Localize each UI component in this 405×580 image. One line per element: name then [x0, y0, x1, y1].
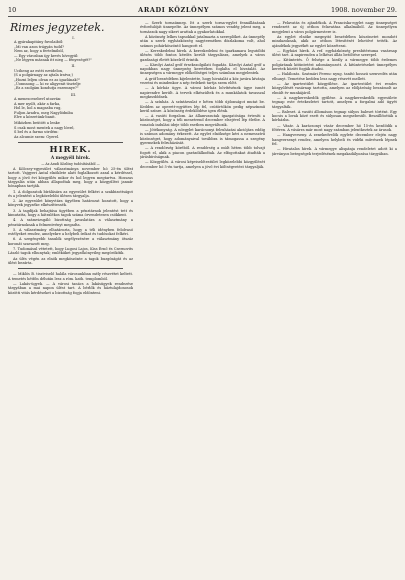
article-paragraph: — Közgyűlés. A városi képviselőtestület legközelebbi közgyűlését december hó 5-én tartja, amelyen a jövő évi költségvetést tárgyalják. [140, 160, 265, 169]
article-paragraph: — Jótékonyság. A nőegylet karácsonyi felruházási akciójára eddig is számos adomány érkezett. Az egylet elnöksége kéri a nemesszívű közönséget, hogy adományaival továbbra is támogassa a szegény gyermekek felruházását. [140, 128, 265, 146]
article-paragraph: — Vásár. A karácsonyi vásár december hó 15-én kezdődik a főtéren. A vásárra már most nagy számban jelentkeztek az árusok. [272, 123, 397, 133]
poem-line: Elve a körzetünk-banit. [14, 114, 56, 119]
poem-line: A menescesebevl utozván: [14, 97, 62, 102]
subhead: A megyéli hirek. [50, 155, 91, 161]
poem-stanza [14, 36, 133, 62]
section-title-hirek: HIREK. [49, 144, 92, 155]
article-paragraph: A gróf beszédében kijelentette, hogy hivatalát a köz javára kívánja vezetni és mindenkor a nép érdekeit tartja szem előtt. [140, 76, 265, 86]
article-paragraph: — Kitüntetés. Ő felsége a király a vármegye több érdemes polgárának kitüntetést adományozott. A kitüntetéseket ünnepélyes keretek között fogják átadni. [272, 58, 397, 72]
article-paragraph: A közönség lelkes tapsokkal jutalmazta a szereplőket. Az ünnepély után a szerb egyházközség nagytermében díszlakoma volt, ahol számos pohárköszöntő hangzott el. [140, 34, 265, 48]
poem-stanza [14, 121, 133, 139]
poem-line: A gyárakapitány fuvolaiból: [14, 40, 64, 45]
article-paragraph: — A nagykereskedők gyűlése. A nagykereskedők egyesülete tegnap este értekezletet tartott, amelyen a forgalmi adó ügyét tárgyalták. [272, 95, 397, 109]
poem-line: S csak most mentek a nagy lóerő, [14, 125, 75, 130]
article-body [8, 167, 133, 265]
poem-line: S bel és a farmo utrdém: [14, 130, 59, 135]
subhead-note: — Az Aradi Közlöny tudósításából — [41, 161, 100, 166]
article-paragraph: 5. A választmány elhatározta, hogy a téli idényben felolvasó estélyeket rendez, amelyekre a helybeli írókat és tudósokat felkéri. [8, 227, 133, 237]
article-paragraph: 2. Az egyesület könyvtára ügyében határozat hozatott, hogy a könyvek jegyzéke elkészíttessék. [8, 199, 133, 208]
poem-line: — Egy városban így kevés hívegyül: [14, 53, 79, 58]
article-paragraph: — A színház. A színtársulat e héten több újdonságot mutat be. Kedden az operett-együttes lép fel, csütörtökön pedig népszínmű kerül színre. A közönség érdeklődése igen élénk. [140, 100, 265, 113]
article-paragraph: 1. A dolgozatok bírálására az egyesület felkéri a szakbizottságot és a jelentést a legközelebbi ülésen tárgyalja. [8, 189, 133, 198]
poem-line: Hol le, hol a magasba rug, [14, 106, 62, 111]
poem-line: III. [70, 92, 77, 97]
article-paragraph: Az ülés végén az elnök megköszönte a tagok buzgóságát és az ülést bezárta. [8, 256, 133, 265]
article-paragraph: — Kereskedelmi hírek. A kereskedelmi és iparkamara legutóbbi ülésén több fontos kérdés került tárgyalásra, amelyek a város gazdasági életét közelről érintik. [140, 48, 265, 62]
article-paragraph: — Felavatás és ajándékok. A Franciska-egylet nagy ünnepséget rendezett az új otthon felavatása alkalmából. Az ünnepélyen megjelent a város polgármestere is. [272, 21, 397, 34]
poem-line: „Hozni leljen olvan ez as igazlának?" [14, 77, 81, 82]
page-number: 10 [8, 6, 17, 14]
poem-stanza [14, 93, 133, 119]
article-paragraph: — Az ipartestület közgyűlése. Az ipartestület évi rendes közgyűlését vasárnap tartotta, amelyen az elöljáróság beszámolt az elmúlt év munkájáról. [272, 81, 397, 95]
poem-line: „Ez a szolgám kondutja eszemnye?" [14, 86, 79, 91]
article-paragraph: — Halálozás. Szatmári Ferenc nyug. tanító hosszú szenvedés után elhunyt. Temetése kedden lesz nagy részvét mellett. [272, 72, 397, 81]
article-paragraph: — A kórház ügye. A városi kórház bővítésének ügye ismét napirendre került. A tervek elkészültek és a munkálatok tavasszal megkezdődnek. [140, 86, 265, 99]
divider [18, 268, 123, 269]
rimes-title: Rimes jegyzetek. [10, 21, 105, 34]
closing-paragraph: — Miklós B. tisztviselő halála városunkban mély részvétet keltett. A temetés hétfőn délután lesz a róm. kath. templomból. [8, 272, 133, 281]
article-paragraph: — A rendőrség köréből. A rendőrség a múlt héten több tolvajt fogott el, akik a piacon garázdálkodtak. Az elfogottakat átadták a járásbíróságnak. [140, 146, 265, 159]
poem-line: „Úonnnong — ki ez aligyenit tisztelje [14, 82, 81, 87]
article-paragraph: 7. Tudomásul vétetett, hogy Lugosi Lajos, Kiss Ernő és Csernovits László tagok elhunytak; emléküket jegyzőkönyvileg megörökítik. [8, 247, 133, 256]
poem-stanza [14, 64, 133, 90]
article-paragraph: — Hivatalos hírek. A vármegye alispánja rendeletet adott ki a járványos betegségek terjedésének megakadályozása tárgyában. [272, 147, 397, 156]
article-paragraph: 3. A tagdíjak behajtása ügyében a pénztárnok jelentést tett és kimutatta, hogy a hátralékos tagok száma örvendetesen csökkent. [8, 208, 133, 218]
column-1 [8, 21, 133, 573]
article-paragraph: 6. A szegényebb tanulók segélyezésére a választmány ötszáz koronát szavazott meg. [8, 237, 133, 246]
poem-line: Az alcumie szem: Gyerel. [14, 134, 60, 139]
poem-line: (S a polgárnagy az ajtala íratva;) [14, 73, 73, 78]
poem-line: A mer nyúlt, akár a farka, [14, 101, 61, 106]
article-paragraph: — Károlyi Antal gróf érsekszolgálati fogadás. Károlyi Antal gróf a napokban nagy ünnepség keretében foglalta el hivatalát. Az ünnepségen a vármegye előkelőségei teljes számban megjelentek. [140, 62, 265, 76]
poem-line: „Mi van azon trágyán tudd? [14, 44, 64, 49]
article-paragraph: — Egyházi hírek. A ref. egyházközség presbitériuma vasárnap ülést tart. A napirenden a lelkészi állás betöltése szerepel. [272, 48, 397, 58]
article-paragraph: — Hangverseny. A zenekedvelők egylete december elején nagy hangversenyt rendez, amelyen helybeli és vidéki művészek lépnek fel. [272, 133, 397, 146]
issue-date: 1908. november 29. [331, 6, 397, 14]
poem-line: Nem az, hogy a fertelmiból, [14, 49, 64, 54]
newspaper-title: ARADI KÖZLÖNY [138, 6, 210, 14]
columns [8, 21, 397, 573]
article-paragraph: 4. A számvizsgáló bizottság javaslatára a választmány a pénztárnoknak a felmentvényt megadta. [8, 218, 133, 227]
poem-line: II. [71, 64, 76, 69]
article-paragraph: — Baleset. A vasúti állomáson tegnap súlyos baleset történt. Egy kocsis a lovak közé esett és súlyosan megsebesült. Beszállították a kórházba. [272, 109, 397, 123]
column-3 [272, 21, 397, 573]
article-paragraph: Az egylet elnöke megnyitó beszédében köszönetet mondott mindazoknak, akik az otthon létesítését lehetővé tették. Az ajándékok jegyzékét az egylet közzéteszi. [272, 34, 397, 48]
divider [18, 142, 123, 143]
poem-line: Uciheng az estéi ezvidelon, [14, 68, 64, 73]
closing-paragraph-2: — Lakás-ügyek. — A városi tanács a lakásügyek rendezése tárgyában a mai napon ülést tart. A bérlők és háztulajdonosok közötti vitás kérdéseket a bizottság fogja eldönteni. [8, 281, 133, 295]
article-paragraph: — Szerb tornaünnep. Itt a szerb torna-egylet fennállásának évfordulóját ünnepelte. Az ünnepélyen számos vendég jelent meg, a tornászok nagy sikert arattak a gyakorlatokkal. [140, 21, 265, 34]
column-2 [140, 21, 265, 573]
poem-line: Miközben beütött a lenke [14, 121, 60, 126]
poem [8, 36, 133, 139]
poem-line: I. [72, 36, 75, 40]
poem-line: Fuljon Aradra, meg Nagylódniba [14, 110, 73, 115]
page-header [8, 6, 397, 17]
article-paragraph: A Kölcsey-egyesület választmánya november hó 25-én ülést tartott. Vajgyeri Antal elnöklete alatt foglalkozott azzal a kérdéssel, hogy a jövő évi közgyűlés mikor és hol legyen megtartva. Hosszas tárgyalás után abban állapodtak meg, hogy a közgyűlést január hónapban tartják. [8, 166, 133, 189]
article-paragraph: — A vasúti forgalom. Az államvasutak igazgatósága értesíti a közönséget, hogy a téli menetrend december elsejével lép életbe. A vonatok indulási ideje több esetben megváltozik. [140, 114, 265, 127]
poem-line: „Ne légyen másnak itt nieg — fényeségét?" [14, 58, 92, 63]
